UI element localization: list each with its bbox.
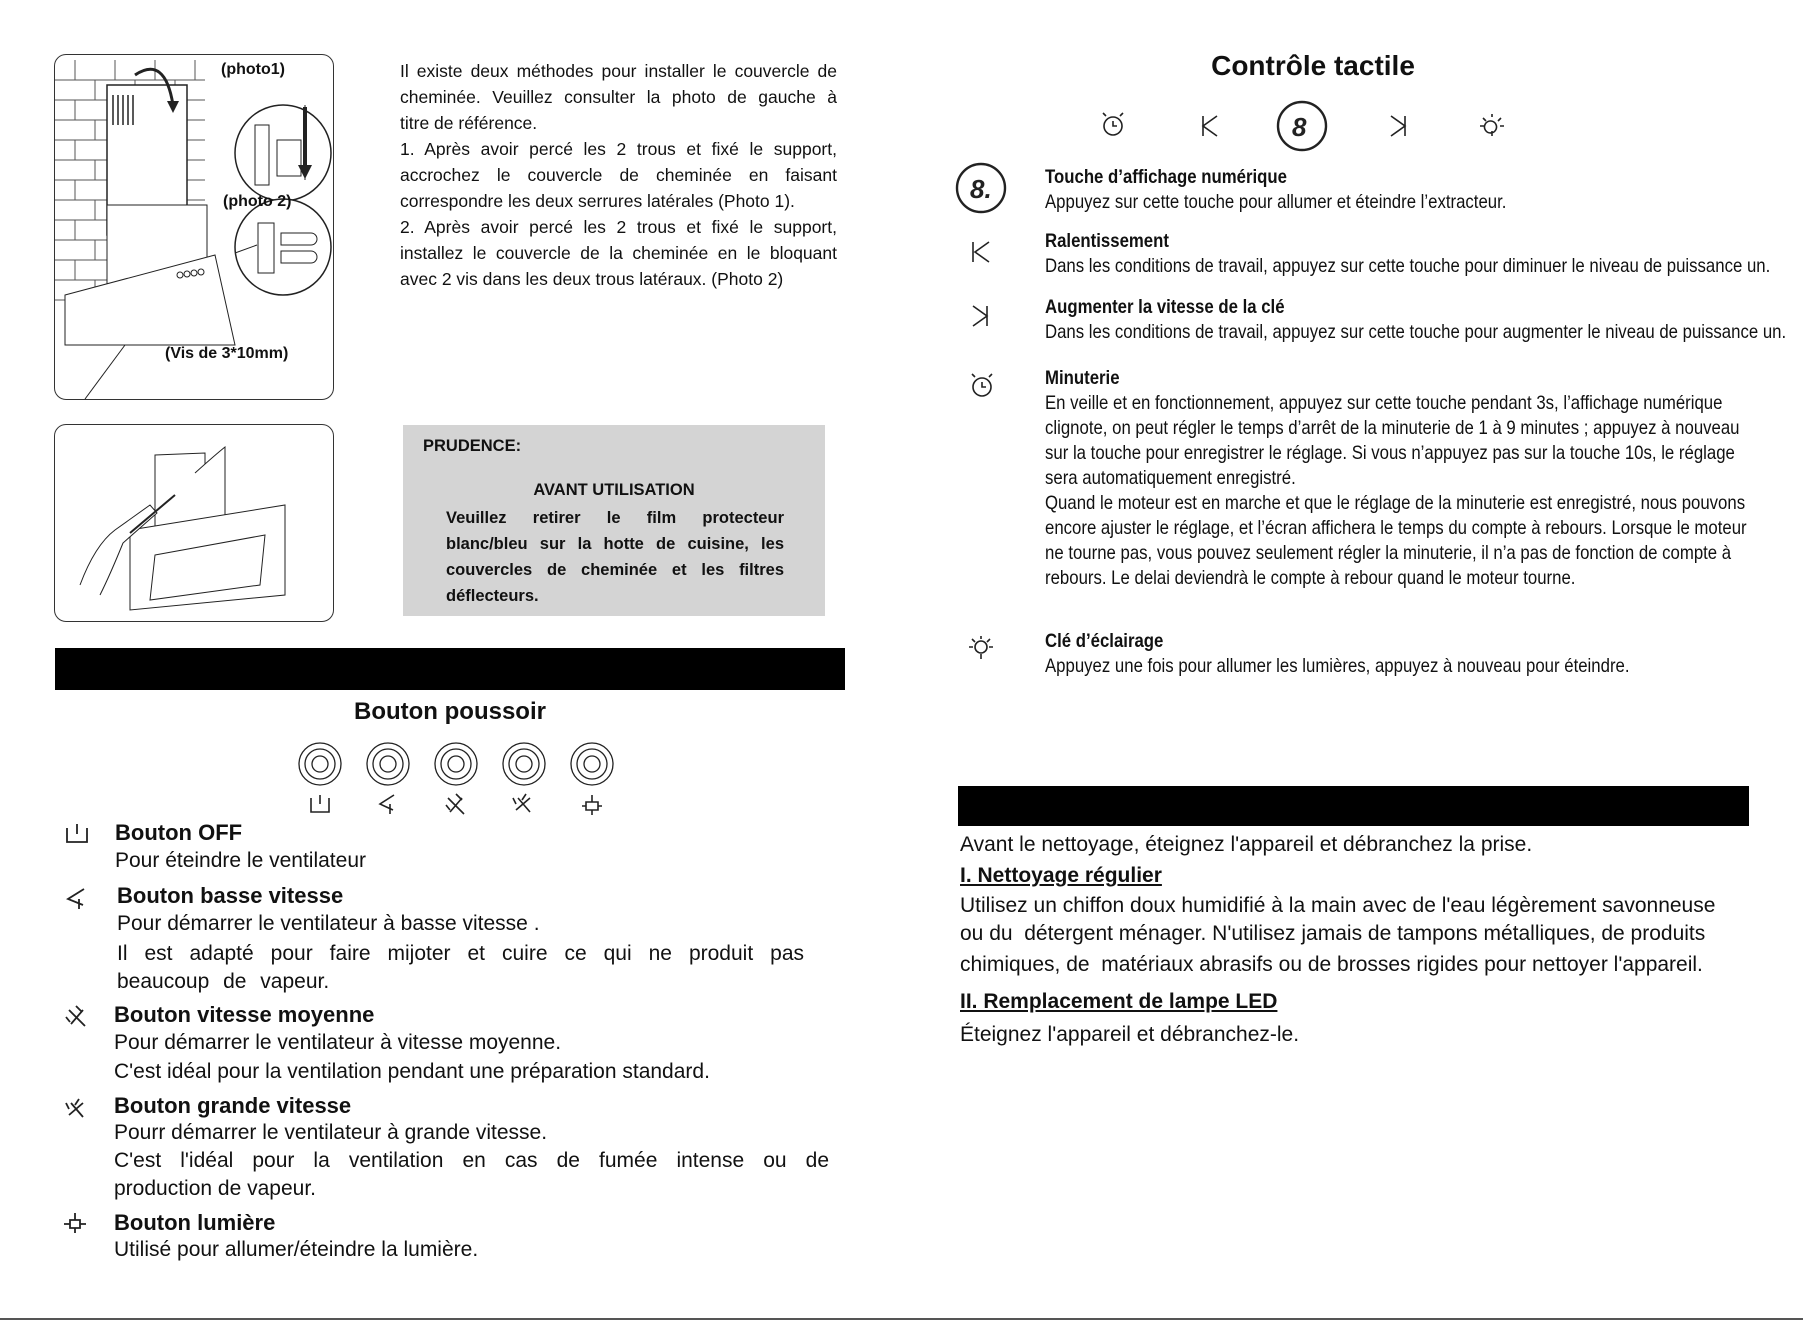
touch-item-text: Appuyez sur cette touche pour allumer et éteindre l’extracteur. (1045, 191, 1507, 213)
push-item-text: Utilisé pour allumer/éteindre la lumière. (114, 1238, 479, 1261)
push-item-extra-line: Il est adapté pour faire mijoter et cuire ce qui ne produit pas (117, 942, 804, 965)
display-glyph: 8. (970, 174, 992, 204)
cleaning-section1-title: I. Nettoyage régulier (960, 864, 1162, 887)
caution-line: blanc/bleu sur la hotte de cuisine, les (446, 535, 784, 553)
caution-label: PRUDENCE: (423, 437, 522, 455)
push-item-title: Bouton OFF (115, 820, 243, 845)
film-removal-drawing (55, 425, 333, 621)
cleaning-section2-text: Éteignez l'appareil et débranchez-le. (960, 1023, 1300, 1046)
panel-display-glyph: 8 (1292, 112, 1307, 142)
install-intro-line: Il existe deux méthodes pour installer le couvercle de (400, 61, 837, 81)
touch-item-text: sur la touche pour enregistrer le réglage. Si vous n’appuyez pas sur la touche 10s, le réglage (1045, 442, 1735, 464)
push-item-title: Bouton vitesse moyenne (114, 1002, 375, 1027)
screw-label: (Vis de 3*10mm) (165, 345, 289, 362)
push-item-text: Pourr démarrer le ventilateur à grande vitesse. (114, 1121, 548, 1144)
caution-box (403, 425, 825, 616)
install-step2-last: avec 2 vis dans les deux trous latéraux. (Photo 2) (400, 269, 784, 289)
push-button-panel (290, 740, 630, 820)
high-speed-icon (64, 1097, 90, 1121)
install-instructions (400, 58, 837, 292)
touch-item-text: En veille et en fonctionnement, appuyez sur cette touche pendant 3s, l’affichage numérique (1045, 392, 1723, 414)
touch-item-text: Dans les conditions de travail, appuyez sur cette touche pour augmenter le niveau de puissance un. (1045, 321, 1787, 343)
push-item-text: C'est idéal pour la ventilation pendant une préparation standard. (114, 1060, 710, 1083)
timer-icon (969, 371, 999, 401)
caution-line: Veuillez retirer le film protecteur (446, 509, 784, 527)
touch-item-text: sera automatiquement enregistré. (1045, 467, 1296, 489)
push-item-text: Pour éteindre le ventilateur (115, 849, 366, 872)
touch-item-text: ne tourne pas, vous pouvez seulement régler la minuterie, il n’a pas de fonction de compte à (1045, 542, 1732, 564)
touch-item-text: encore ajuster le réglage, et l’écran affichera le temps du compte à rebours. Lorsque le moteur (1045, 517, 1747, 539)
push-item-text: Pour démarrer le ventilateur à basse vitesse . (117, 912, 540, 935)
power-off-icon (64, 822, 90, 846)
push-item-extra-last: production de vapeur. (114, 1177, 316, 1200)
push-button-panel-drawing (290, 740, 630, 820)
touch-item-title: Augmenter la vitesse de la clé (1045, 296, 1285, 318)
push-item-extra (114, 1147, 829, 1203)
chimney-install-illustration (54, 54, 334, 400)
touch-control-panel (1095, 98, 1525, 154)
cleaning-section1-line: Utilisez un chiffon doux humidifié à la main avec de l'eau légèrement savonneuse (960, 894, 1716, 917)
touch-item-text: Appuyez une fois pour allumer les lumières, appuyez à nouveau pour éteindre. (1045, 655, 1630, 677)
cleaning-section1-line: ou du détergent ménager. N'utilisez jamais de tampons métalliques, de produits (960, 922, 1706, 945)
install-step1-last: correspondre les deux serrures latérales (Photo 1). (400, 191, 795, 211)
caution-last: déflecteurs. (446, 587, 539, 605)
touch-item-text: clignote, on peut régler le temps d’arrêt de la minuterie de 1 à 9 minutes ; appuyez à nouveau (1045, 417, 1740, 439)
photo2-label: (photo 2) (223, 193, 292, 210)
touch-item-title: Clé d’éclairage (1045, 630, 1164, 652)
push-item-title: Bouton lumière (114, 1210, 276, 1235)
caution-heading: AVANT UTILISATION (533, 481, 695, 499)
cleaning-section2-title: II. Remplacement de lampe LED (960, 990, 1278, 1013)
medium-speed-icon (64, 1004, 90, 1028)
push-item-extra-last: beaucoup de vapeur. (117, 970, 330, 993)
install-step2-line: installez le couvercle de la cheminée en le bloquant (400, 243, 837, 263)
slow-down-icon (969, 238, 999, 268)
touch-item-text: Dans les conditions de travail, appuyez sur cette touche pour diminuer le niveau de puissance un. (1045, 255, 1771, 277)
install-step1-line: 1. Après avoir percé les 2 trous et fixé le support, (400, 139, 837, 159)
push-item-extra-line: C'est l'idéal pour la ventilation en cas de fumée intense ou de (114, 1149, 829, 1172)
section-bar-right (958, 786, 1749, 826)
install-intro-line: cheminée. Veuillez consulter la photo de gauche à (400, 87, 837, 107)
caution-line: couvercles de cheminée et les filtres (446, 561, 784, 579)
cleaning-intro: Avant le nettoyage, éteignez l'appareil et débranchez la prise. (960, 833, 1533, 856)
push-item-title: Bouton basse vitesse (117, 883, 344, 908)
touch-item-title: Ralentissement (1045, 230, 1169, 252)
push-item-title: Bouton grande vitesse (114, 1093, 352, 1118)
low-speed-icon (64, 887, 90, 911)
light-icon (62, 1212, 88, 1236)
install-step1-line: accrochez le couvercle de cheminée en faisant (400, 165, 837, 185)
install-step2-line: 2. Après avoir percé les 2 trous et fixé le support, (400, 217, 837, 237)
speed-up-icon (969, 302, 999, 332)
digital-display-icon (955, 162, 1009, 216)
push-item-extra (117, 940, 804, 996)
touch-item-text: Quand le moteur est en marche et que le réglage de la minuterie est enregistré, nous pouvons (1045, 492, 1746, 514)
section-bar-left (55, 648, 845, 690)
touch-panel-drawing (1095, 98, 1525, 154)
push-button-title: Bouton poussoir (354, 698, 546, 725)
touch-item-title: Touche d’affichage numérique (1045, 166, 1287, 188)
photo1-label: (photo1) (221, 61, 285, 78)
caution-text (446, 505, 784, 609)
film-removal-illustration (54, 424, 334, 622)
touch-item-title: Minuterie (1045, 367, 1120, 389)
page-bottom-rule (0, 1318, 1803, 1320)
touch-item-text: rebours. Le delai deviendrà le compte à rebour quand le moteur tourne. (1045, 567, 1576, 589)
touch-control-title: Contrôle tactile (1211, 50, 1415, 81)
lighting-icon (967, 634, 997, 664)
install-intro-last: titre de référence. (400, 113, 538, 133)
push-item-text: Pour démarrer le ventilateur à vitesse moyenne. (114, 1031, 562, 1054)
cleaning-section1-line: chimiques, de matériaux abrasifs ou de brosses rigides pour nettoyer l'appareil. (960, 953, 1703, 976)
